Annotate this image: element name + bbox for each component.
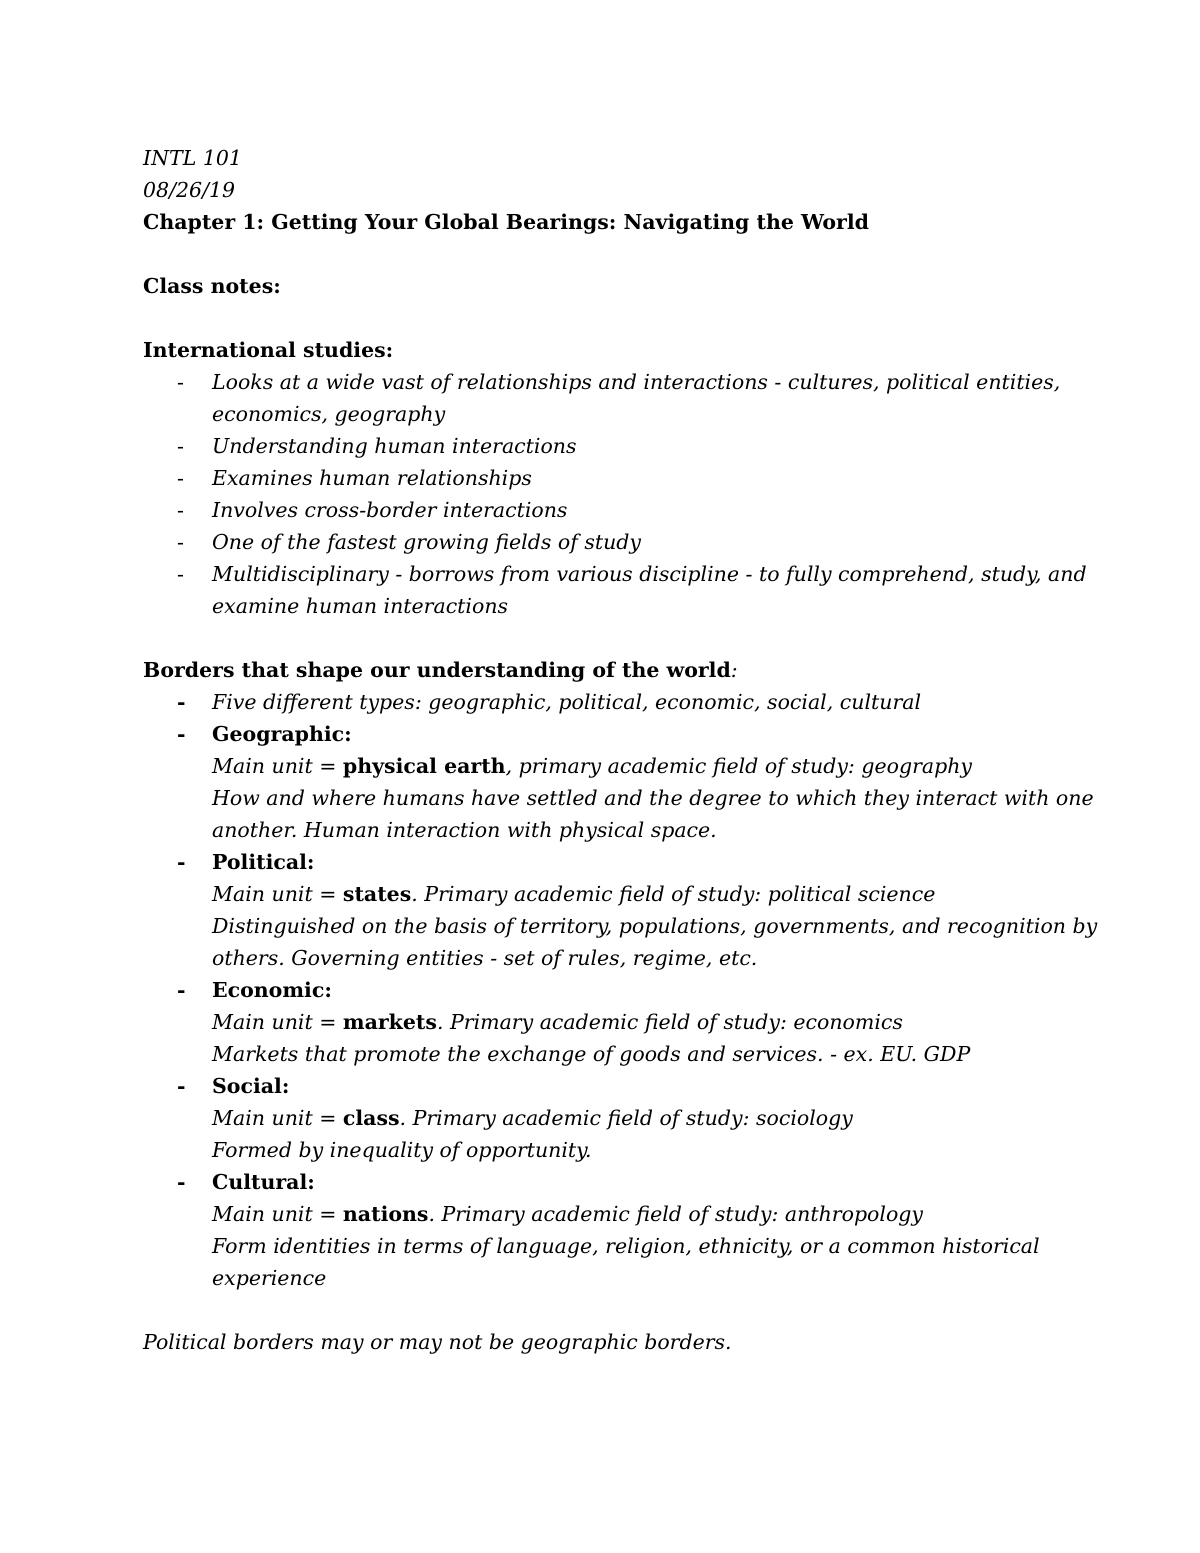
border-type-unit [212, 1102, 1063, 1134]
spacer [143, 238, 1063, 270]
spacer [143, 622, 1063, 654]
border-type-desc: others. Governing entities - set of rules, regime, etc. [212, 946, 758, 970]
border-type-desc: Distinguished on the basis of territory, populations, governments, and recognition by [212, 914, 1098, 938]
dash-marker: - [177, 434, 184, 458]
unit-term: physical earth [342, 754, 506, 778]
dash-marker: - [177, 370, 184, 394]
list-item [143, 462, 1063, 494]
border-type-unit [212, 878, 1063, 910]
border-type-desc: Form identities in terms of language, religion, ethnicity, or a common historical [212, 1234, 1040, 1258]
borders-heading-text: Borders that shape our understanding of the world [143, 658, 731, 682]
class-notes-heading: Class notes: [143, 274, 281, 298]
closing-note: Political borders may or may not be geographic borders. [143, 1330, 732, 1354]
border-type-name: Social: [212, 1074, 290, 1098]
dash-marker: - [177, 1074, 186, 1098]
list-item-text: Understanding human interactions [212, 434, 577, 458]
unit-field: . Primary academic field of study: economics [436, 1010, 903, 1034]
list-item-text: Involves cross-border interactions [212, 498, 568, 522]
dash-marker: - [177, 850, 186, 874]
unit-term: class [342, 1106, 400, 1130]
list-item-text: Multidisciplinary - borrows from various discipline - to fully comprehend, study, and [212, 562, 1087, 586]
unit-term: states [342, 882, 412, 906]
unit-prefix: Main unit = [212, 882, 343, 906]
spacer [143, 302, 1063, 334]
dash-marker: - [177, 978, 186, 1002]
border-type-desc: experience [212, 1266, 327, 1290]
list-item-text: economics, geography [212, 402, 446, 426]
document-body [143, 142, 1098, 1358]
unit-field: . Primary academic field of study: anthropology [428, 1202, 924, 1226]
dash-marker: - [177, 466, 184, 490]
borders-intro: Five different types: geographic, political, economic, social, cultural [212, 690, 922, 714]
unit-prefix: Main unit = [212, 754, 343, 778]
dash-marker: - [177, 722, 186, 746]
list-item-text: One of the fastest growing fields of study [212, 530, 642, 554]
list-item [143, 686, 1063, 718]
unit-prefix: Main unit = [212, 1106, 343, 1130]
border-type-unit [212, 1198, 1063, 1230]
borders-list [143, 686, 1098, 1294]
border-type-economic [143, 974, 1063, 1070]
border-type-unit [212, 750, 1063, 782]
border-type-unit [212, 1006, 1063, 1038]
list-item-text: examine human interactions [212, 594, 509, 618]
border-type-social [143, 1070, 1063, 1166]
dash-marker: - [177, 498, 184, 522]
border-type-geographic [143, 718, 1094, 846]
border-type-desc: Formed by inequality of opportunity. [212, 1138, 592, 1162]
border-type-name: Cultural: [212, 1170, 315, 1194]
list-item-text: Looks at a wide vast of relationships and interactions - cultures, political entities, [212, 370, 1061, 394]
unit-prefix: Main unit = [212, 1202, 343, 1226]
dash-marker: - [177, 1170, 186, 1194]
chapter-title: Chapter 1: Getting Your Global Bearings: Navigating the World [143, 210, 869, 234]
note-date: 08/26/19 [143, 178, 236, 202]
unit-field: . Primary academic field of study: political science [411, 882, 936, 906]
unit-term: nations [342, 1202, 429, 1226]
unit-prefix: Main unit = [212, 1010, 343, 1034]
dash-marker: - [177, 562, 184, 586]
border-type-name: Political: [212, 850, 315, 874]
border-type-name: Geographic: [212, 722, 352, 746]
unit-field: . Primary academic field of study: sociology [399, 1106, 853, 1130]
list-item [143, 558, 1087, 622]
border-type-desc: Markets that promote the exchange of goods and services. - ex. EU. GDP [212, 1042, 971, 1066]
borders-heading-colon: : [730, 658, 738, 682]
unit-field: , primary academic field of study: geography [505, 754, 973, 778]
border-type-name: Economic: [212, 978, 332, 1002]
unit-term: markets [342, 1010, 437, 1034]
international-studies-list [143, 366, 1087, 622]
international-studies-heading: International studies: [143, 338, 394, 362]
list-item-text: Examines human relationships [212, 466, 532, 490]
list-item [143, 494, 1063, 526]
spacer [143, 1294, 1063, 1326]
list-item [143, 366, 1063, 430]
course-code: INTL 101 [143, 146, 242, 170]
dash-marker: - [177, 530, 184, 554]
border-type-cultural [143, 1166, 1063, 1294]
border-type-desc: How and where humans have settled and the degree to which they interact with one [212, 786, 1094, 810]
borders-heading [143, 654, 1063, 686]
dash-marker: - [177, 690, 186, 714]
border-type-political [143, 846, 1098, 974]
border-type-desc: another. Human interaction with physical space. [212, 818, 717, 842]
list-item [143, 430, 1063, 462]
list-item [143, 526, 1063, 558]
